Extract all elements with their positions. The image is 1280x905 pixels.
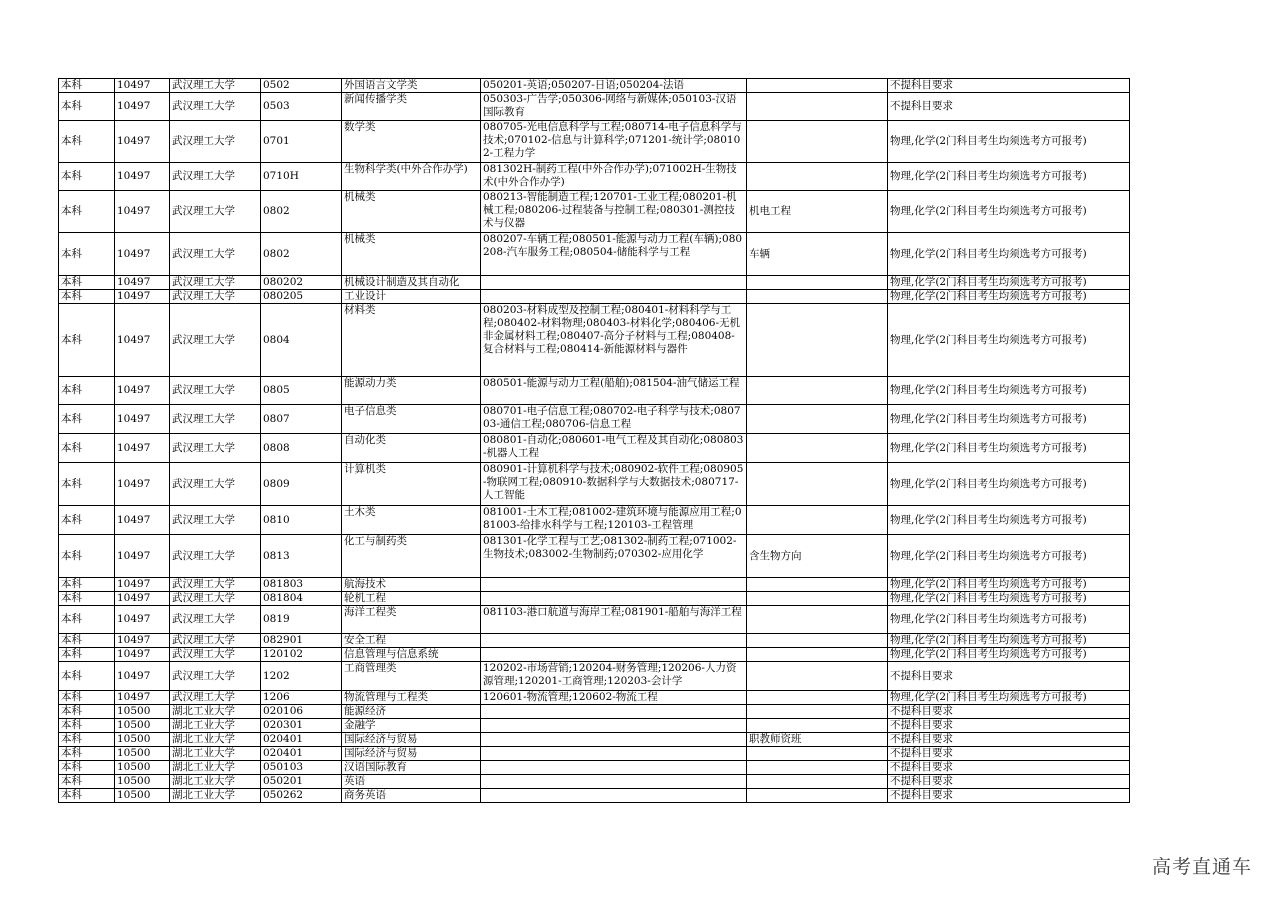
note-cell: [747, 719, 888, 733]
table-row: [59, 233, 1130, 276]
majors-cell: 080705-光电信息科学与工程;080714-电子信息科学与技术;070102-信息与计算科学;071201-统计学;080102-工程力学: [481, 121, 747, 163]
level-cell: 本科: [59, 761, 115, 775]
requirement-cell: 物理,化学(2门科目考生均须选考方可报考): [888, 191, 1130, 233]
requirement-cell: 不提科目要求: [888, 789, 1130, 803]
majors-cell: [481, 705, 747, 719]
group-code-cell: 0809: [261, 463, 342, 506]
majors-cell: 080801-自动化;080601-电气工程及其自动化;080803-机器人工程: [481, 434, 747, 463]
level-cell: 本科: [59, 463, 115, 506]
category-cell: 汉语国际教育: [342, 761, 481, 775]
level-cell: 本科: [59, 733, 115, 747]
requirement-cell: 物理,化学(2门科目考生均须选考方可报考): [888, 648, 1130, 662]
category-cell: 海洋工程类: [342, 606, 481, 634]
school-name-cell: 武汉理工大学: [170, 592, 261, 606]
level-cell: 本科: [59, 405, 115, 434]
level-cell: 本科: [59, 747, 115, 761]
table-row: [59, 733, 1130, 747]
category-cell: 生物科学类(中外合作办学): [342, 163, 481, 191]
note-cell: [747, 79, 888, 93]
table-row: [59, 405, 1130, 434]
school-code-cell: 10497: [115, 662, 170, 691]
group-code-cell: 050103: [261, 761, 342, 775]
school-name-cell: 武汉理工大学: [170, 163, 261, 191]
table-row: [59, 775, 1130, 789]
group-code-cell: 0804: [261, 304, 342, 377]
school-name-cell: 武汉理工大学: [170, 233, 261, 276]
table-row: [59, 79, 1130, 93]
school-name-cell: 湖北工业大学: [170, 775, 261, 789]
note-cell: [747, 276, 888, 290]
requirement-cell: 物理,化学(2门科目考生均须选考方可报考): [888, 606, 1130, 634]
category-cell: 商务英语: [342, 789, 481, 803]
category-cell: 金融学: [342, 719, 481, 733]
group-code-cell: 1206: [261, 691, 342, 705]
level-cell: 本科: [59, 191, 115, 233]
requirement-cell: 物理,化学(2门科目考生均须选考方可报考): [888, 377, 1130, 405]
level-cell: 本科: [59, 662, 115, 691]
majors-cell: [481, 719, 747, 733]
requirement-cell: 不提科目要求: [888, 705, 1130, 719]
category-cell: 国际经济与贸易: [342, 733, 481, 747]
school-name-cell: 武汉理工大学: [170, 405, 261, 434]
majors-cell: [481, 276, 747, 290]
requirement-cell: 物理,化学(2门科目考生均须选考方可报考): [888, 634, 1130, 648]
note-cell: [747, 121, 888, 163]
group-code-cell: 050262: [261, 789, 342, 803]
majors-cell: [481, 634, 747, 648]
majors-cell: 080207-车辆工程;080501-能源与动力工程(车辆);080208-汽车服务工程;080504-储能科学与工程: [481, 233, 747, 276]
school-name-cell: 武汉理工大学: [170, 648, 261, 662]
group-code-cell: 0810: [261, 506, 342, 535]
level-cell: 本科: [59, 304, 115, 377]
group-code-cell: 0802: [261, 233, 342, 276]
group-code-cell: 0808: [261, 434, 342, 463]
group-code-cell: 081803: [261, 578, 342, 592]
note-cell: [747, 789, 888, 803]
category-cell: 轮机工程: [342, 592, 481, 606]
note-cell: [747, 405, 888, 434]
note-cell: [747, 691, 888, 705]
group-code-cell: 080202: [261, 276, 342, 290]
note-cell: [747, 463, 888, 506]
requirement-cell: 物理,化学(2门科目考生均须选考方可报考): [888, 290, 1130, 304]
level-cell: 本科: [59, 377, 115, 405]
school-code-cell: 10497: [115, 592, 170, 606]
requirement-cell: 物理,化学(2门科目考生均须选考方可报考): [888, 304, 1130, 377]
note-cell: [747, 606, 888, 634]
school-code-cell: 10497: [115, 691, 170, 705]
level-cell: 本科: [59, 648, 115, 662]
category-cell: 新闻传播学类: [342, 93, 481, 121]
table-row: [59, 290, 1130, 304]
majors-cell: 080701-电子信息工程;080702-电子科学与技术;080703-通信工程;080706-信息工程: [481, 405, 747, 434]
school-name-cell: 武汉理工大学: [170, 377, 261, 405]
category-cell: 能源动力类: [342, 377, 481, 405]
note-cell: [747, 290, 888, 304]
note-cell: 职教师资班: [747, 733, 888, 747]
brand-watermark: 高考直通车: [1151, 856, 1252, 878]
school-code-cell: 10497: [115, 535, 170, 578]
requirement-cell: 物理,化学(2门科目考生均须选考方可报考): [888, 434, 1130, 463]
table-row: [59, 648, 1130, 662]
majors-cell: 080501-能源与动力工程(船舶);081504-油气储运工程: [481, 377, 747, 405]
school-code-cell: 10500: [115, 775, 170, 789]
requirement-cell: 不提科目要求: [888, 93, 1130, 121]
requirement-cell: 物理,化学(2门科目考生均须选考方可报考): [888, 578, 1130, 592]
note-cell: [747, 377, 888, 405]
school-code-cell: 10497: [115, 79, 170, 93]
note-cell: [747, 634, 888, 648]
table-row: [59, 163, 1130, 191]
table-row: [59, 535, 1130, 578]
school-code-cell: 10497: [115, 405, 170, 434]
note-cell: [747, 775, 888, 789]
table-row: [59, 276, 1130, 290]
table-row: [59, 191, 1130, 233]
school-name-cell: 湖北工业大学: [170, 733, 261, 747]
level-cell: 本科: [59, 606, 115, 634]
note-cell: 含生物方向: [747, 535, 888, 578]
group-code-cell: 082901: [261, 634, 342, 648]
note-cell: [747, 662, 888, 691]
school-name-cell: 湖北工业大学: [170, 747, 261, 761]
school-code-cell: 10500: [115, 789, 170, 803]
level-cell: 本科: [59, 634, 115, 648]
majors-cell: 081001-土木工程;081002-建筑环境与能源应用工程;081003-给排水科学与工程;120103-工程管理: [481, 506, 747, 535]
requirement-cell: 物理,化学(2门科目考生均须选考方可报考): [888, 535, 1130, 578]
group-code-cell: 0813: [261, 535, 342, 578]
requirement-cell: 不提科目要求: [888, 761, 1130, 775]
table-row: [59, 463, 1130, 506]
level-cell: 本科: [59, 290, 115, 304]
table-row: [59, 761, 1130, 775]
group-code-cell: 080205: [261, 290, 342, 304]
level-cell: 本科: [59, 434, 115, 463]
note-cell: [747, 93, 888, 121]
table-row: [59, 506, 1130, 535]
majors-cell: [481, 592, 747, 606]
enrollment-table: [58, 78, 1130, 803]
majors-cell: 120202-市场营销;120204-财务管理;120206-人力资源管理;120201-工商管理;120203-会计学: [481, 662, 747, 691]
group-code-cell: 0802: [261, 191, 342, 233]
category-cell: 机械类: [342, 191, 481, 233]
level-cell: 本科: [59, 506, 115, 535]
level-cell: 本科: [59, 578, 115, 592]
school-name-cell: 武汉理工大学: [170, 434, 261, 463]
table-row: [59, 592, 1130, 606]
table-row: [59, 434, 1130, 463]
level-cell: 本科: [59, 592, 115, 606]
level-cell: 本科: [59, 163, 115, 191]
school-name-cell: 湖北工业大学: [170, 789, 261, 803]
group-code-cell: 120102: [261, 648, 342, 662]
majors-cell: 050201-英语;050207-日语;050204-法语: [481, 79, 747, 93]
school-name-cell: 湖北工业大学: [170, 719, 261, 733]
school-name-cell: 武汉理工大学: [170, 290, 261, 304]
school-name-cell: 武汉理工大学: [170, 578, 261, 592]
school-code-cell: 10500: [115, 747, 170, 761]
school-code-cell: 10497: [115, 463, 170, 506]
level-cell: 本科: [59, 79, 115, 93]
category-cell: 工业设计: [342, 290, 481, 304]
table-row: [59, 747, 1130, 761]
school-name-cell: 武汉理工大学: [170, 691, 261, 705]
note-cell: [747, 592, 888, 606]
table-row: [59, 377, 1130, 405]
category-cell: 计算机类: [342, 463, 481, 506]
school-name-cell: 武汉理工大学: [170, 606, 261, 634]
majors-cell: 081302H-制药工程(中外合作办学);071002H-生物技术(中外合作办学): [481, 163, 747, 191]
majors-cell: 081103-港口航道与海岸工程;081901-船舶与海洋工程: [481, 606, 747, 634]
majors-cell: 081301-化学工程与工艺;081302-制药工程;071002-生物技术;083002-生物制药;070302-应用化学: [481, 535, 747, 578]
requirement-cell: 物理,化学(2门科目考生均须选考方可报考): [888, 463, 1130, 506]
requirement-cell: 物理,化学(2门科目考生均须选考方可报考): [888, 592, 1130, 606]
category-cell: 机械类: [342, 233, 481, 276]
majors-cell: [481, 290, 747, 304]
school-code-cell: 10500: [115, 761, 170, 775]
requirement-cell: 不提科目要求: [888, 662, 1130, 691]
category-cell: 安全工程: [342, 634, 481, 648]
majors-cell: 080901-计算机科学与技术;080902-软件工程;080905-物联网工程;080910-数据科学与大数据技术;080717-人工智能: [481, 463, 747, 506]
note-cell: [747, 434, 888, 463]
requirement-cell: 物理,化学(2门科目考生均须选考方可报考): [888, 691, 1130, 705]
requirement-cell: 物理,化学(2门科目考生均须选考方可报考): [888, 405, 1130, 434]
table-row: [59, 719, 1130, 733]
requirement-cell: 物理,化学(2门科目考生均须选考方可报考): [888, 121, 1130, 163]
school-name-cell: 武汉理工大学: [170, 634, 261, 648]
school-code-cell: 10497: [115, 648, 170, 662]
school-name-cell: 武汉理工大学: [170, 276, 261, 290]
requirement-cell: 物理,化学(2门科目考生均须选考方可报考): [888, 276, 1130, 290]
school-code-cell: 10497: [115, 233, 170, 276]
requirement-cell: 物理,化学(2门科目考生均须选考方可报考): [888, 163, 1130, 191]
majors-cell: 080203-材料成型及控制工程;080401-材料科学与工程;080402-材料物理;080403-材料化学;080406-无机非金属材料工程;080407-高分子材料与工程;080408-复合材料与工程;080414-新能源材料与器件: [481, 304, 747, 377]
category-cell: 化工与制药类: [342, 535, 481, 578]
school-name-cell: 武汉理工大学: [170, 463, 261, 506]
category-cell: 能源经济: [342, 705, 481, 719]
school-name-cell: 武汉理工大学: [170, 121, 261, 163]
table-row: [59, 662, 1130, 691]
group-code-cell: 050201: [261, 775, 342, 789]
category-cell: 国际经济与贸易: [342, 747, 481, 761]
category-cell: 电子信息类: [342, 405, 481, 434]
school-code-cell: 10500: [115, 733, 170, 747]
note-cell: [747, 163, 888, 191]
level-cell: 本科: [59, 775, 115, 789]
school-name-cell: 武汉理工大学: [170, 191, 261, 233]
school-name-cell: 武汉理工大学: [170, 506, 261, 535]
group-code-cell: 020106: [261, 705, 342, 719]
category-cell: 外国语言文学类: [342, 79, 481, 93]
majors-cell: [481, 578, 747, 592]
category-cell: 工商管理类: [342, 662, 481, 691]
requirement-cell: 不提科目要求: [888, 79, 1130, 93]
level-cell: 本科: [59, 233, 115, 276]
category-cell: 信息管理与信息系统: [342, 648, 481, 662]
note-cell: [747, 705, 888, 719]
majors-cell: [481, 733, 747, 747]
school-code-cell: 10497: [115, 276, 170, 290]
group-code-cell: 0701: [261, 121, 342, 163]
majors-cell: [481, 747, 747, 761]
level-cell: 本科: [59, 93, 115, 121]
group-code-cell: 020401: [261, 733, 342, 747]
school-name-cell: 湖北工业大学: [170, 705, 261, 719]
category-cell: 材料类: [342, 304, 481, 377]
table-row: [59, 634, 1130, 648]
school-code-cell: 10497: [115, 93, 170, 121]
table-row: [59, 705, 1130, 719]
table-row: [59, 121, 1130, 163]
category-cell: 自动化类: [342, 434, 481, 463]
school-name-cell: 武汉理工大学: [170, 93, 261, 121]
school-name-cell: 湖北工业大学: [170, 761, 261, 775]
majors-cell: [481, 648, 747, 662]
category-cell: 数学类: [342, 121, 481, 163]
school-code-cell: 10497: [115, 578, 170, 592]
school-code-cell: 10497: [115, 304, 170, 377]
group-code-cell: 0805: [261, 377, 342, 405]
majors-cell: 120601-物流管理;120602-物流工程: [481, 691, 747, 705]
school-code-cell: 10497: [115, 163, 170, 191]
note-cell: 车辆: [747, 233, 888, 276]
category-cell: 英语: [342, 775, 481, 789]
school-code-cell: 10500: [115, 719, 170, 733]
level-cell: 本科: [59, 691, 115, 705]
majors-cell: 050303-广告学;050306-网络与新媒体;050103-汉语国际教育: [481, 93, 747, 121]
level-cell: 本科: [59, 789, 115, 803]
school-code-cell: 10497: [115, 290, 170, 304]
category-cell: 航海技术: [342, 578, 481, 592]
note-cell: [747, 761, 888, 775]
note-cell: [747, 578, 888, 592]
group-code-cell: 0807: [261, 405, 342, 434]
note-cell: [747, 747, 888, 761]
group-code-cell: 0710H: [261, 163, 342, 191]
group-code-cell: 020301: [261, 719, 342, 733]
table-row: [59, 691, 1130, 705]
category-cell: 机械设计制造及其自动化: [342, 276, 481, 290]
note-cell: [747, 648, 888, 662]
school-code-cell: 10500: [115, 705, 170, 719]
school-code-cell: 10497: [115, 377, 170, 405]
majors-cell: [481, 789, 747, 803]
requirement-cell: 不提科目要求: [888, 775, 1130, 789]
group-code-cell: 0503: [261, 93, 342, 121]
group-code-cell: 081804: [261, 592, 342, 606]
table-row: [59, 578, 1130, 592]
group-code-cell: 0502: [261, 79, 342, 93]
majors-cell: [481, 761, 747, 775]
group-code-cell: 020401: [261, 747, 342, 761]
group-code-cell: 1202: [261, 662, 342, 691]
category-cell: 物流管理与工程类: [342, 691, 481, 705]
school-code-cell: 10497: [115, 191, 170, 233]
requirement-cell: 不提科目要求: [888, 719, 1130, 733]
group-code-cell: 0819: [261, 606, 342, 634]
school-code-cell: 10497: [115, 121, 170, 163]
requirement-cell: 不提科目要求: [888, 733, 1130, 747]
majors-cell: [481, 775, 747, 789]
note-cell: [747, 304, 888, 377]
school-name-cell: 武汉理工大学: [170, 79, 261, 93]
school-code-cell: 10497: [115, 506, 170, 535]
table-row: [59, 789, 1130, 803]
level-cell: 本科: [59, 705, 115, 719]
table-row: [59, 93, 1130, 121]
level-cell: 本科: [59, 276, 115, 290]
level-cell: 本科: [59, 535, 115, 578]
school-name-cell: 武汉理工大学: [170, 535, 261, 578]
majors-cell: 080213-智能制造工程;120701-工业工程;080201-机械工程;080206-过程装备与控制工程;080301-测控技术与仪器: [481, 191, 747, 233]
category-cell: 土木类: [342, 506, 481, 535]
table-row: [59, 606, 1130, 634]
school-code-cell: 10497: [115, 606, 170, 634]
note-cell: [747, 506, 888, 535]
table-row: [59, 304, 1130, 377]
requirement-cell: 物理,化学(2门科目考生均须选考方可报考): [888, 233, 1130, 276]
school-code-cell: 10497: [115, 434, 170, 463]
requirement-cell: 物理,化学(2门科目考生均须选考方可报考): [888, 506, 1130, 535]
table-body: [59, 79, 1130, 803]
requirement-cell: 不提科目要求: [888, 747, 1130, 761]
school-name-cell: 武汉理工大学: [170, 662, 261, 691]
school-code-cell: 10497: [115, 634, 170, 648]
level-cell: 本科: [59, 719, 115, 733]
level-cell: 本科: [59, 121, 115, 163]
note-cell: 机电工程: [747, 191, 888, 233]
school-name-cell: 武汉理工大学: [170, 304, 261, 377]
